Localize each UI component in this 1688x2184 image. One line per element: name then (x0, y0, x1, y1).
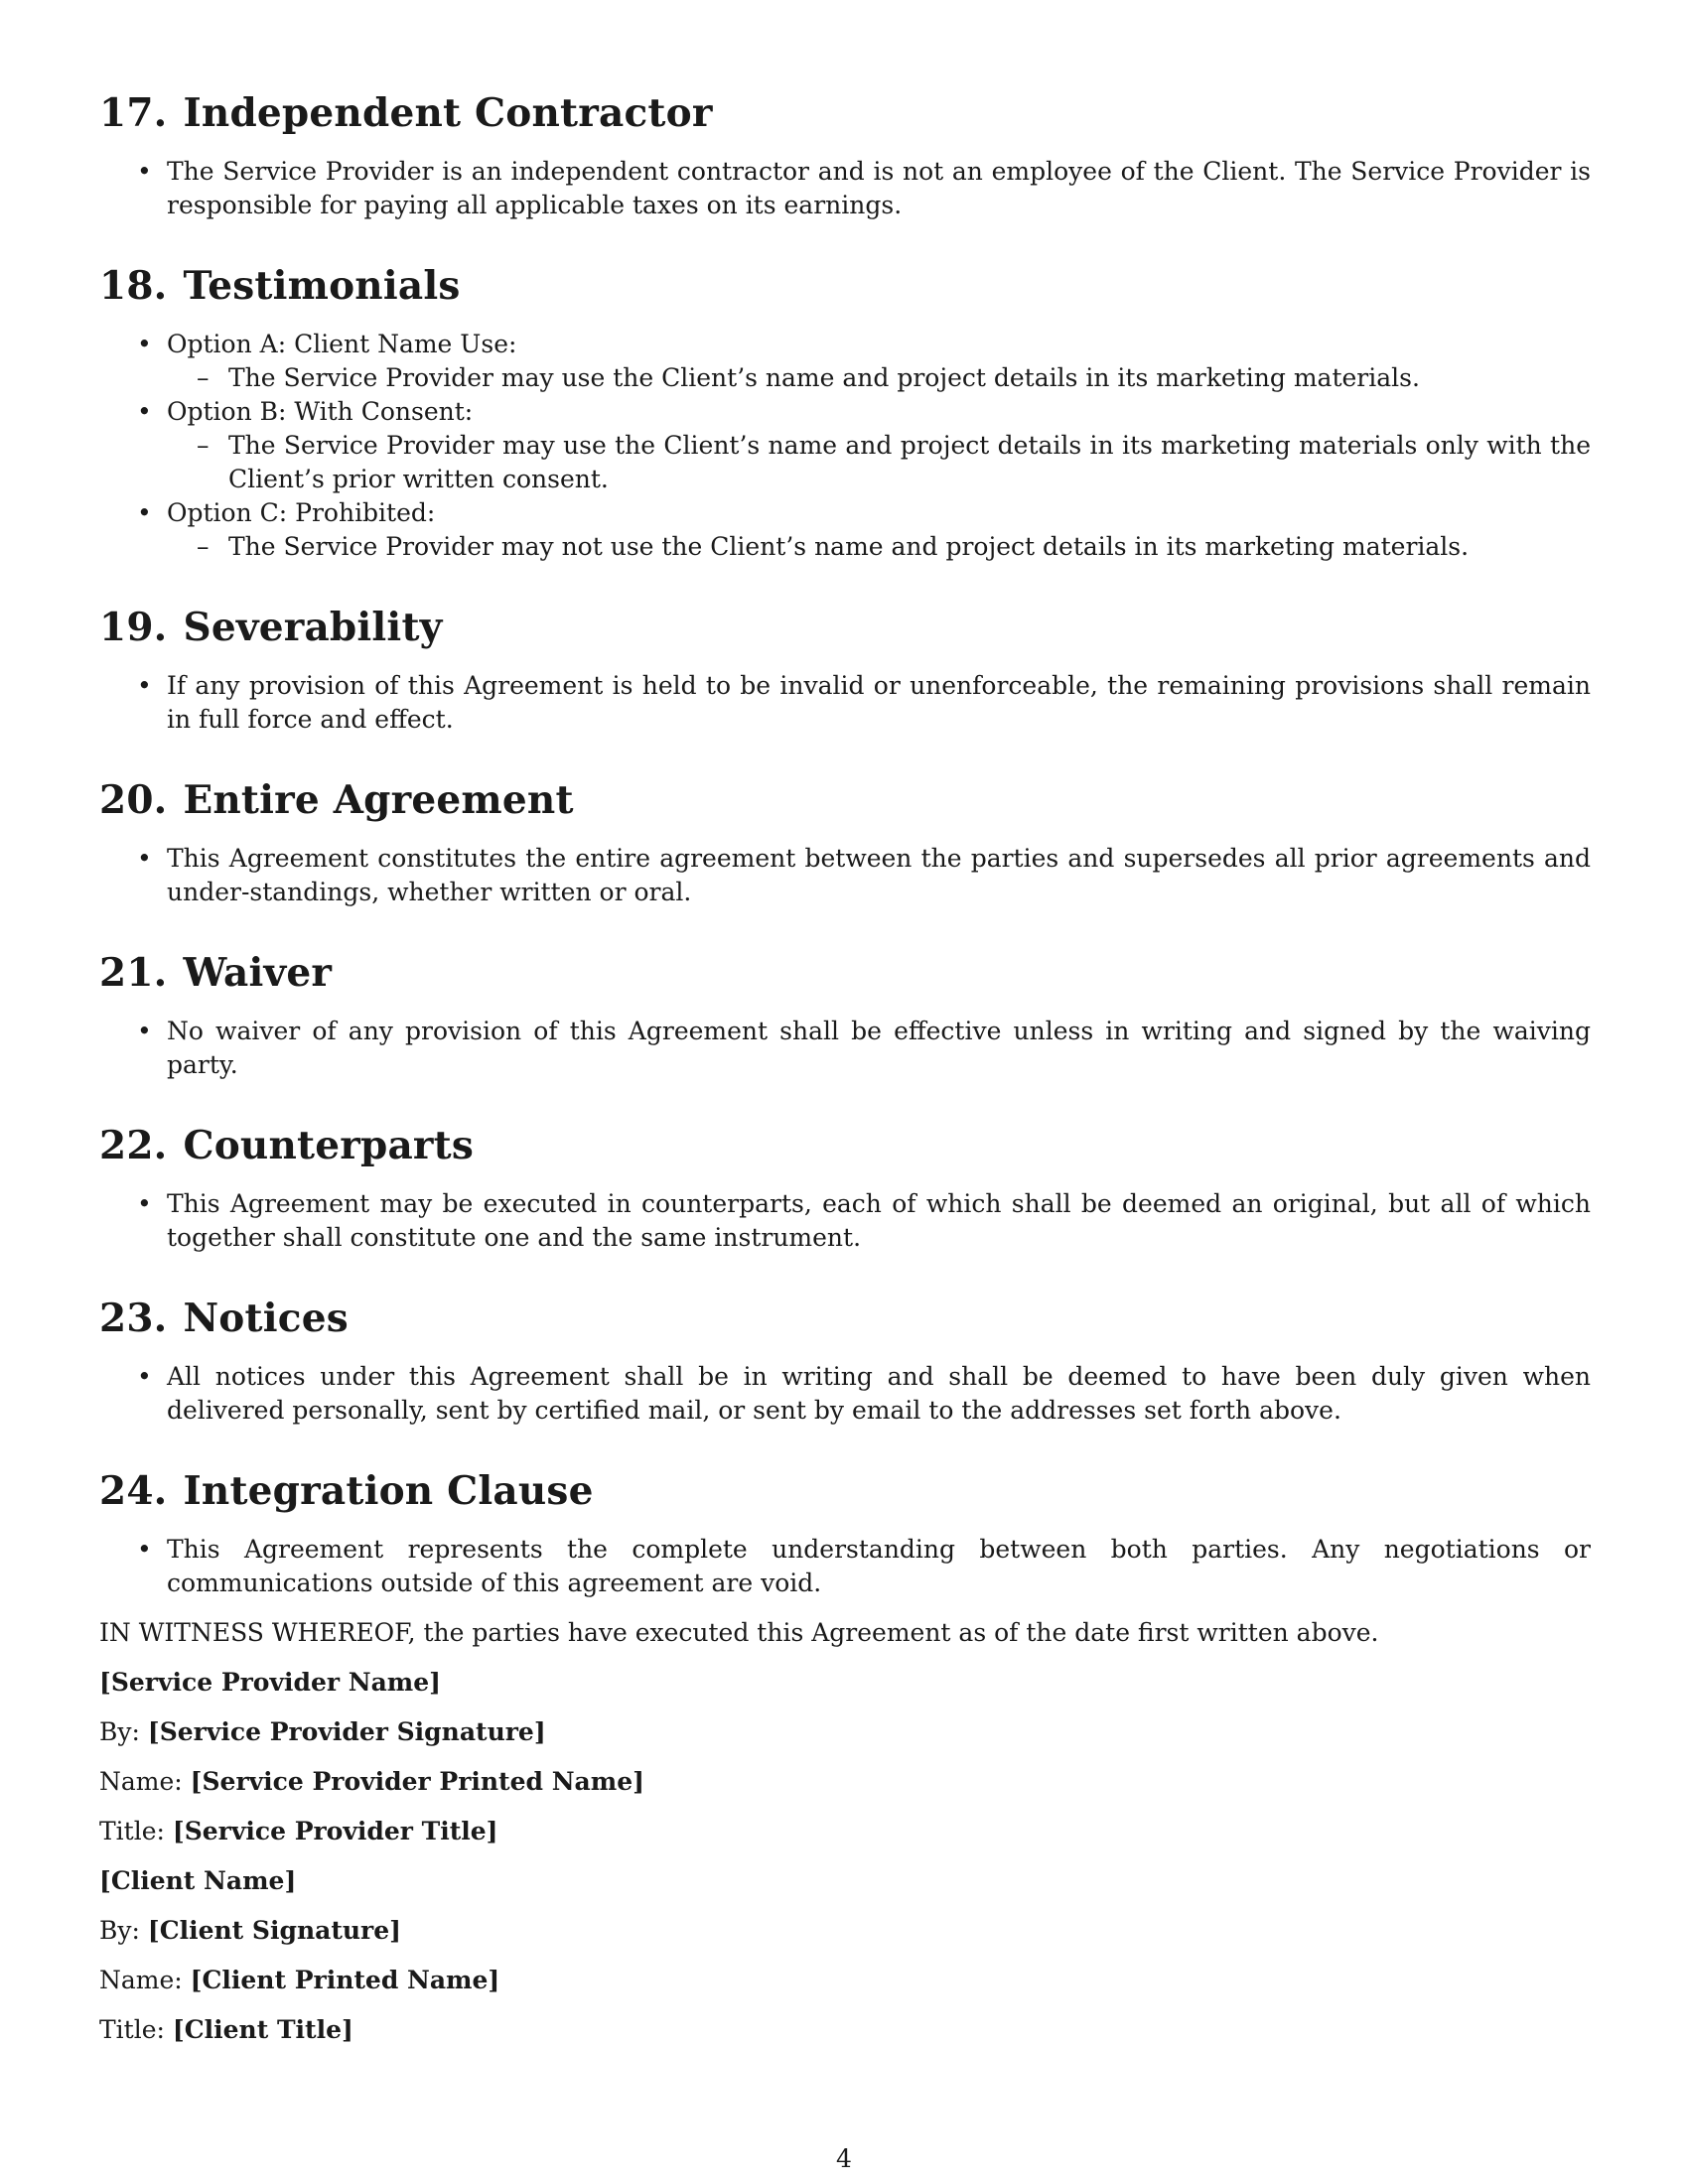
list-item: • This Agreement constitutes the entire agreement between the parties and supersedes all prior agreements and under-standings, whether written or oral. (99, 842, 1591, 909)
sub-list-item: – The Service Provider may not use the Client’s name and project details in its marketing materials. (167, 530, 1591, 564)
sub-list (167, 429, 1591, 496)
section-list (99, 1360, 1591, 1428)
signature-block (99, 1666, 1591, 2047)
section-heading: 20. Entire Agreement (99, 777, 574, 823)
section-20 (99, 774, 1591, 909)
section-list (99, 669, 1591, 737)
sub-list (167, 530, 1591, 564)
page-number: 4 (836, 2144, 852, 2173)
provider-name-line: [Service Provider Name] (99, 1668, 441, 1697)
option-label: Option B: With Consent: (167, 397, 474, 426)
client-title-line: Title: [Client Title] (99, 2015, 353, 2044)
section-18 (99, 260, 1591, 564)
list-item: • All notices under this Agreement shall be in writing and shall be deemed to have been duly given when delivered personally, sent by certified mail, or sent by email to the addresses set forth above. (99, 1360, 1591, 1428)
section-23 (99, 1293, 1591, 1428)
option-label: Option A: Client Name Use: (167, 330, 517, 358)
section-heading: 23. Notices (99, 1296, 349, 1341)
section-heading: 19. Severability (99, 605, 443, 650)
list-item: • This Agreement represents the complete understanding between both parties. Any negotiations or communications outside of this agreement are void. (99, 1533, 1591, 1600)
list-item (99, 328, 1591, 395)
section-list (99, 1187, 1591, 1255)
list-item (99, 395, 1591, 496)
section-heading: 17. Independent Contractor (99, 90, 713, 136)
section-list (99, 328, 1591, 564)
section-22 (99, 1120, 1591, 1255)
section-list (99, 1015, 1591, 1082)
section-list (99, 1533, 1591, 1600)
sub-list-item: – The Service Provider may use the Client’s name and project details in its marketing materials only with the Client’s prior written consent. (167, 429, 1591, 496)
list-item: • The Service Provider is an independent contractor and is not an employee of the Client. The Service Provider is responsible for paying all applicable taxes on its earnings. (99, 155, 1591, 222)
client-name-line: [Client Name] (99, 1866, 297, 1895)
list-item: • No waiver of any provision of this Agreement shall be effective unless in writing and signed by the waiving party. (99, 1015, 1591, 1082)
provider-signature-line: By: [Service Provider Signature] (99, 1717, 546, 1746)
section-heading: 18. Testimonials (99, 263, 461, 309)
section-17 (99, 87, 1591, 222)
list-item (99, 496, 1591, 564)
sub-list (167, 361, 1591, 395)
section-list (99, 155, 1591, 222)
client-printed-name-line: Name: [Client Printed Name] (99, 1966, 500, 1994)
provider-title-line: Title: [Service Provider Title] (99, 1817, 498, 1845)
section-heading: 22. Counterparts (99, 1123, 475, 1168)
section-19 (99, 602, 1591, 737)
section-24 (99, 1465, 1591, 1600)
option-label: Option C: Prohibited: (167, 498, 436, 527)
provider-printed-name-line: Name: [Service Provider Printed Name] (99, 1767, 644, 1796)
section-heading: 21. Waiver (99, 950, 333, 996)
section-heading: 24. Integration Clause (99, 1468, 594, 1514)
witness-statement: IN WITNESS WHEREOF, the parties have executed this Agreement as of the date first written above. (99, 1618, 1379, 1647)
sub-list-item: – The Service Provider may use the Client’s name and project details in its marketing materials. (167, 361, 1591, 395)
section-list (99, 842, 1591, 909)
client-signature-line: By: [Client Signature] (99, 1916, 401, 1945)
section-21 (99, 947, 1591, 1082)
list-item: • If any provision of this Agreement is held to be invalid or unenforceable, the remaining provisions shall remain in full force and effect. (99, 669, 1591, 737)
list-item: • This Agreement may be executed in counterparts, each of which shall be deemed an original, but all of which together shall constitute one and the same instrument. (99, 1187, 1591, 1255)
document-page (99, 87, 1591, 2063)
